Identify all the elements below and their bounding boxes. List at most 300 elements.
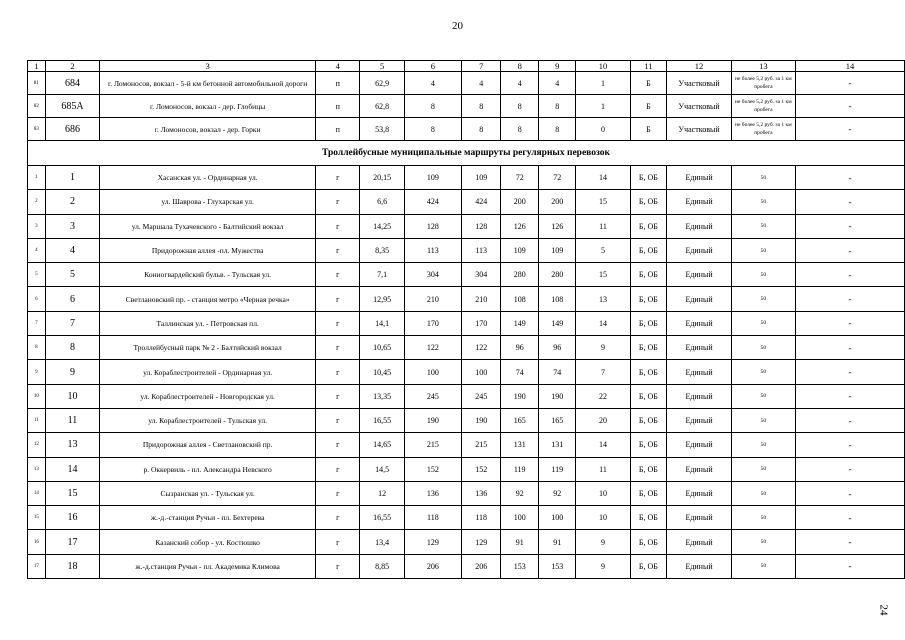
table-row [28, 311, 905, 335]
cell-col-11: Б, ОБ [630, 360, 667, 384]
cell-col-9: 74 [538, 360, 576, 384]
cell-col-2: 9 [45, 360, 99, 384]
cell-col-7: 113 [461, 238, 500, 262]
cell-col-7: 206 [461, 554, 500, 578]
cell-col-11: Б, ОБ [630, 214, 667, 238]
cell-col-6: 109 [404, 166, 461, 190]
cell-col-12: Единый [667, 384, 732, 408]
cell-col-2: 18 [45, 554, 99, 578]
cell-col-10: 0 [576, 118, 630, 141]
cell-col-13: 50 [731, 190, 795, 214]
cell-col-14: - [795, 336, 904, 360]
cell-col-5: 62,8 [360, 95, 405, 118]
cell-col-3: Таллинская ул. - Петровская пл. [100, 311, 316, 335]
cell-col-7: 304 [461, 263, 500, 287]
header-cell: 5 [360, 61, 405, 72]
table-row [28, 263, 905, 287]
cell-col-8: 108 [501, 287, 539, 311]
cell-col-10: 7 [576, 360, 630, 384]
cell-col-3: Казанский собор - ул. Костюшко [100, 530, 316, 554]
cell-col-4: г [316, 190, 360, 214]
header-cell: 7 [461, 61, 500, 72]
table-row [28, 238, 905, 262]
cell-col-7: 4 [461, 72, 500, 95]
cell-col-10: 15 [576, 190, 630, 214]
cell-col-10: 13 [576, 287, 630, 311]
cell-col-9: 91 [538, 530, 576, 554]
cell-col-5: 8,85 [360, 554, 405, 578]
section-title: Троллейбусные муниципальные маршруты регулярных перевозок [28, 141, 905, 166]
cell-col-6: 122 [404, 336, 461, 360]
cell-col-2: 2 [45, 190, 99, 214]
cell-col-3: ж.-д.-станция Ручьи - пл. Бехтерева [100, 506, 316, 530]
cell-col-3: г. Ломоносов, вокзал - 5-й км бетонной автомобильной дороги [100, 72, 316, 95]
cell-col-7: 109 [461, 166, 500, 190]
cell-col-11: Б, ОБ [630, 287, 667, 311]
cell-col-1: 1 [28, 166, 46, 190]
cell-col-2: 15 [45, 481, 99, 505]
cell-col-9: 96 [538, 336, 576, 360]
cell-col-8: 280 [501, 263, 539, 287]
cell-col-9: 72 [538, 166, 576, 190]
cell-col-5: 14,5 [360, 457, 405, 481]
cell-col-3: Кониогвардейский бульв. - Тульская ул. [100, 263, 316, 287]
cell-col-9: 280 [538, 263, 576, 287]
cell-col-3: ул. Кораблестроителей - Новгородская ул. [100, 384, 316, 408]
header-cell: 2 [45, 61, 99, 72]
cell-col-14: - [795, 481, 904, 505]
cell-col-5: 20,15 [360, 166, 405, 190]
cell-col-13: 50 [731, 384, 795, 408]
header-cell: 1 [28, 61, 46, 72]
cell-col-12: Единый [667, 263, 732, 287]
cell-col-10: 14 [576, 166, 630, 190]
cell-col-4: г [316, 384, 360, 408]
cell-col-4: г [316, 530, 360, 554]
cell-col-13: не более 5,2 руб. за 1 км пробега [731, 118, 795, 141]
cell-col-4: г [316, 311, 360, 335]
cell-col-11: Б, ОБ [630, 336, 667, 360]
cell-col-10: 5 [576, 238, 630, 262]
cell-col-11: Б, ОБ [630, 384, 667, 408]
cell-col-9: 8 [538, 95, 576, 118]
cell-col-10: 10 [576, 506, 630, 530]
cell-col-13: 50 [731, 360, 795, 384]
cell-col-9: 153 [538, 554, 576, 578]
cell-col-9: 8 [538, 118, 576, 141]
cell-col-7: 210 [461, 287, 500, 311]
cell-col-2: 10 [45, 384, 99, 408]
header-cell: 6 [404, 61, 461, 72]
cell-col-6: 152 [404, 457, 461, 481]
cell-col-5: 12,95 [360, 287, 405, 311]
cell-col-11: Б [630, 95, 667, 118]
cell-col-11: Б [630, 72, 667, 95]
cell-col-1: 12 [28, 433, 46, 457]
cell-col-11: Б, ОБ [630, 554, 667, 578]
cell-col-1: 7 [28, 311, 46, 335]
cell-col-9: 190 [538, 384, 576, 408]
cell-col-2: 8 [45, 336, 99, 360]
cell-col-13: 50 [731, 530, 795, 554]
cell-col-5: 8,35 [360, 238, 405, 262]
cell-col-11: Б, ОБ [630, 530, 667, 554]
table-row [28, 457, 905, 481]
cell-col-6: 206 [404, 554, 461, 578]
cell-col-10: 15 [576, 263, 630, 287]
cell-col-1: 15 [28, 506, 46, 530]
table-row [28, 530, 905, 554]
cell-col-2: 13 [45, 433, 99, 457]
cell-col-4: п [316, 72, 360, 95]
table-row [28, 287, 905, 311]
cell-col-12: Единый [667, 530, 732, 554]
cell-col-12: Единый [667, 287, 732, 311]
cell-col-2: 685А [45, 95, 99, 118]
cell-col-9: 119 [538, 457, 576, 481]
table-row [28, 554, 905, 578]
cell-col-10: 20 [576, 408, 630, 432]
cell-col-3: ул. Шаврова - Глухарская ул. [100, 190, 316, 214]
cell-col-8: 153 [501, 554, 539, 578]
cell-col-6: 113 [404, 238, 461, 262]
cell-col-3: г. Ломоносов, вокзал - дер. Горки [100, 118, 316, 141]
cell-col-13: 50 [731, 506, 795, 530]
cell-col-3: Светлановский пр. - станция метро «Черная речка» [100, 287, 316, 311]
header-cell: 11 [630, 61, 667, 72]
cell-col-6: 118 [404, 506, 461, 530]
cell-col-14: - [795, 118, 904, 141]
cell-col-14: - [795, 95, 904, 118]
cell-col-5: 7,1 [360, 263, 405, 287]
cell-col-2: 6 [45, 287, 99, 311]
table-row [28, 408, 905, 432]
cell-col-5: 62,9 [360, 72, 405, 95]
cell-col-12: Единый [667, 214, 732, 238]
cell-col-6: 210 [404, 287, 461, 311]
cell-col-9: 4 [538, 72, 576, 95]
cell-col-7: 100 [461, 360, 500, 384]
cell-col-5: 16,55 [360, 408, 405, 432]
cell-col-8: 190 [501, 384, 539, 408]
cell-col-12: Единый [667, 336, 732, 360]
cell-col-13: 50 [731, 214, 795, 238]
cell-col-10: 14 [576, 311, 630, 335]
cell-col-1: 13 [28, 457, 46, 481]
cell-col-10: 9 [576, 336, 630, 360]
cell-col-8: 96 [501, 336, 539, 360]
cell-col-14: - [795, 214, 904, 238]
cell-col-14: - [795, 72, 904, 95]
cell-col-1: 14 [28, 481, 46, 505]
cell-col-11: Б, ОБ [630, 263, 667, 287]
table-row [28, 118, 905, 141]
cell-col-14: - [795, 554, 904, 578]
cell-col-12: Единый [667, 457, 732, 481]
cell-col-11: Б, ОБ [630, 166, 667, 190]
cell-col-7: 118 [461, 506, 500, 530]
cell-col-3: Придорожная аллея - Светлановский пр. [100, 433, 316, 457]
cell-col-7: 152 [461, 457, 500, 481]
header-cell: 12 [667, 61, 732, 72]
cell-col-9: 165 [538, 408, 576, 432]
cell-col-1: 81 [28, 72, 46, 95]
cell-col-13: не более 5,2 руб. за 1 км пробега [731, 95, 795, 118]
table-row [28, 481, 905, 505]
cell-col-9: 109 [538, 238, 576, 262]
cell-col-3: г. Ломоносов, вокзал - дер. Глобицы [100, 95, 316, 118]
table-row [28, 360, 905, 384]
cell-col-4: г [316, 457, 360, 481]
cell-col-4: г [316, 360, 360, 384]
cell-col-13: 50 [731, 238, 795, 262]
cell-col-4: г [316, 263, 360, 287]
table-row [28, 95, 905, 118]
cell-col-2: 684 [45, 72, 99, 95]
cell-col-8: 8 [501, 95, 539, 118]
cell-col-14: - [795, 360, 904, 384]
table-row [28, 336, 905, 360]
cell-col-2: 4 [45, 238, 99, 262]
cell-col-4: г [316, 238, 360, 262]
cell-col-5: 13,4 [360, 530, 405, 554]
cell-col-8: 91 [501, 530, 539, 554]
cell-col-3: Сызранская ул. - Тульская ул. [100, 481, 316, 505]
routes-table [27, 60, 905, 579]
cell-col-1: 83 [28, 118, 46, 141]
cell-col-5: 12 [360, 481, 405, 505]
cell-col-3: ул. Кораблестроителей - Ординарная ул. [100, 360, 316, 384]
cell-col-12: Участковый [667, 72, 732, 95]
table-row [28, 166, 905, 190]
cell-col-9: 92 [538, 481, 576, 505]
cell-col-3: Троллейбусный парк № 2 - Балтийский вокзал [100, 336, 316, 360]
cell-col-14: - [795, 190, 904, 214]
cell-col-14: - [795, 408, 904, 432]
cell-col-6: 215 [404, 433, 461, 457]
cell-col-13: 50 [731, 408, 795, 432]
cell-col-8: 119 [501, 457, 539, 481]
cell-col-4: г [316, 336, 360, 360]
cell-col-2: 14 [45, 457, 99, 481]
cell-col-1: 3 [28, 214, 46, 238]
table-row [28, 214, 905, 238]
cell-col-6: 8 [404, 95, 461, 118]
cell-col-6: 136 [404, 481, 461, 505]
cell-col-1: 6 [28, 287, 46, 311]
cell-col-13: 50 [731, 481, 795, 505]
cell-col-5: 53,8 [360, 118, 405, 141]
table-row [28, 190, 905, 214]
cell-col-14: - [795, 166, 904, 190]
cell-col-8: 74 [501, 360, 539, 384]
cell-col-8: 4 [501, 72, 539, 95]
cell-col-14: - [795, 263, 904, 287]
cell-col-10: 14 [576, 433, 630, 457]
cell-col-11: Б, ОБ [630, 506, 667, 530]
cell-col-5: 10,45 [360, 360, 405, 384]
cell-col-10: 22 [576, 384, 630, 408]
cell-col-7: 128 [461, 214, 500, 238]
cell-col-14: - [795, 433, 904, 457]
cell-col-2: 1 [45, 166, 99, 190]
cell-col-14: - [795, 506, 904, 530]
cell-col-14: - [795, 287, 904, 311]
cell-col-8: 149 [501, 311, 539, 335]
cell-col-4: п [316, 118, 360, 141]
page-number: 20 [452, 20, 463, 32]
table-row [28, 433, 905, 457]
cell-col-2: 16 [45, 506, 99, 530]
cell-col-10: 9 [576, 530, 630, 554]
cell-col-14: - [795, 311, 904, 335]
header-cell: 8 [501, 61, 539, 72]
cell-col-14: - [795, 457, 904, 481]
cell-col-7: 122 [461, 336, 500, 360]
cell-col-2: 11 [45, 408, 99, 432]
cell-col-6: 304 [404, 263, 461, 287]
cell-col-3: Придорожная аллея -пл. Мужества [100, 238, 316, 262]
cell-col-10: 1 [576, 72, 630, 95]
cell-col-1: 2 [28, 190, 46, 214]
table-row [28, 72, 905, 95]
header-cell: 14 [795, 61, 904, 72]
cell-col-12: Единый [667, 311, 732, 335]
cell-col-12: Участковый [667, 118, 732, 141]
cell-col-9: 131 [538, 433, 576, 457]
cell-col-10: 1 [576, 95, 630, 118]
cell-col-7: 136 [461, 481, 500, 505]
cell-col-8: 109 [501, 238, 539, 262]
cell-col-2: 17 [45, 530, 99, 554]
cell-col-2: 686 [45, 118, 99, 141]
cell-col-14: - [795, 384, 904, 408]
cell-col-4: г [316, 554, 360, 578]
cell-col-6: 4 [404, 72, 461, 95]
cell-col-4: г [316, 287, 360, 311]
cell-col-9: 100 [538, 506, 576, 530]
cell-col-11: Б, ОБ [630, 408, 667, 432]
cell-col-6: 8 [404, 118, 461, 141]
cell-col-1: 4 [28, 238, 46, 262]
cell-col-8: 126 [501, 214, 539, 238]
cell-col-12: Единый [667, 481, 732, 505]
cell-col-12: Участковый [667, 95, 732, 118]
cell-col-3: ж.-д.станция Ручьи - пл. Академика Климова [100, 554, 316, 578]
header-cell: 4 [316, 61, 360, 72]
cell-col-8: 200 [501, 190, 539, 214]
cell-col-12: Единый [667, 166, 732, 190]
cell-col-12: Единый [667, 408, 732, 432]
cell-col-6: 245 [404, 384, 461, 408]
cell-col-6: 100 [404, 360, 461, 384]
cell-col-11: Б, ОБ [630, 238, 667, 262]
cell-col-5: 16,55 [360, 506, 405, 530]
header-cell: 13 [731, 61, 795, 72]
cell-col-8: 92 [501, 481, 539, 505]
header-cell: 9 [538, 61, 576, 72]
cell-col-10: 10 [576, 481, 630, 505]
cell-col-1: 11 [28, 408, 46, 432]
cell-col-1: 8 [28, 336, 46, 360]
cell-col-1: 17 [28, 554, 46, 578]
cell-col-12: Единый [667, 554, 732, 578]
cell-col-13: 50 [731, 336, 795, 360]
cell-col-12: Единый [667, 190, 732, 214]
cell-col-2: 5 [45, 263, 99, 287]
cell-col-11: Б, ОБ [630, 190, 667, 214]
cell-col-4: г [316, 506, 360, 530]
cell-col-6: 129 [404, 530, 461, 554]
cell-col-11: Б, ОБ [630, 433, 667, 457]
cell-col-4: п [316, 95, 360, 118]
cell-col-4: г [316, 408, 360, 432]
cell-col-12: Единый [667, 238, 732, 262]
cell-col-6: 190 [404, 408, 461, 432]
cell-col-9: 200 [538, 190, 576, 214]
cell-col-9: 149 [538, 311, 576, 335]
cell-col-4: г [316, 481, 360, 505]
cell-col-2: 7 [45, 311, 99, 335]
cell-col-10: 9 [576, 554, 630, 578]
cell-col-13: 50 [731, 457, 795, 481]
table-row [28, 506, 905, 530]
cell-col-9: 108 [538, 287, 576, 311]
cell-col-11: Б, ОБ [630, 481, 667, 505]
cell-col-5: 10,65 [360, 336, 405, 360]
cell-col-5: 14,65 [360, 433, 405, 457]
cell-col-13: 50 [731, 166, 795, 190]
cell-col-7: 215 [461, 433, 500, 457]
cell-col-7: 245 [461, 384, 500, 408]
cell-col-8: 8 [501, 118, 539, 141]
cell-col-8: 131 [501, 433, 539, 457]
cell-col-11: Б, ОБ [630, 311, 667, 335]
cell-col-10: 11 [576, 457, 630, 481]
cell-col-12: Единый [667, 360, 732, 384]
cell-col-13: 50 [731, 433, 795, 457]
header-row [28, 61, 905, 72]
side-mark: 24 [877, 604, 890, 616]
cell-col-14: - [795, 530, 904, 554]
cell-col-5: 14,1 [360, 311, 405, 335]
cell-col-13: 50 [731, 287, 795, 311]
table-row [28, 384, 905, 408]
cell-col-7: 190 [461, 408, 500, 432]
cell-col-14: - [795, 238, 904, 262]
cell-col-1: 16 [28, 530, 46, 554]
cell-col-6: 170 [404, 311, 461, 335]
cell-col-5: 6,6 [360, 190, 405, 214]
cell-col-13: 50 [731, 554, 795, 578]
section-row [28, 141, 905, 166]
cell-col-5: 14,25 [360, 214, 405, 238]
cell-col-12: Единый [667, 433, 732, 457]
cell-col-11: Б, ОБ [630, 457, 667, 481]
header-cell: 10 [576, 61, 630, 72]
cell-col-1: 9 [28, 360, 46, 384]
cell-col-8: 72 [501, 166, 539, 190]
cell-col-7: 170 [461, 311, 500, 335]
cell-col-3: ул. Маршала Тухачевского - Балтийский вокзал [100, 214, 316, 238]
cell-col-6: 424 [404, 190, 461, 214]
cell-col-7: 424 [461, 190, 500, 214]
cell-col-13: 50 [731, 263, 795, 287]
cell-col-11: Б [630, 118, 667, 141]
cell-col-3: р. Оккервиль - пл. Александра Невского [100, 457, 316, 481]
cell-col-4: г [316, 166, 360, 190]
cell-col-1: 82 [28, 95, 46, 118]
